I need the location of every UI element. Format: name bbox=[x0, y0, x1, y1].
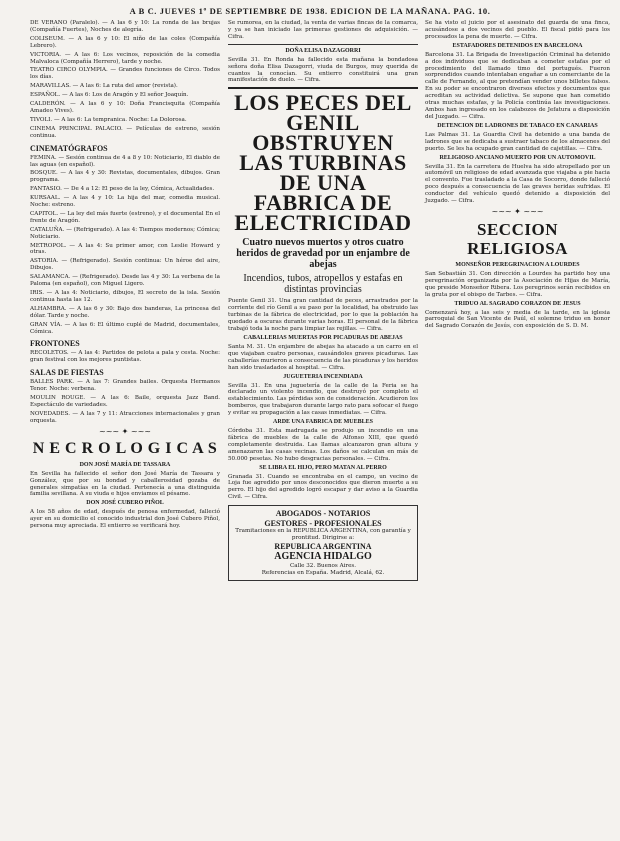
ornament-divider: ~~~ ✦ ~~~ bbox=[98, 426, 151, 436]
article-heading: DON JOSÉ MARÍA DE TASSARA bbox=[79, 461, 171, 468]
listing: COLISEUM. — A las 6 y 10: El niño de las coles (Compañía Lebrero). bbox=[30, 35, 220, 49]
listing: CAPITOL. — La ley del más fuerte (estreno), y el documental En el frente de Aragón. bbox=[30, 210, 220, 224]
listing: BALLES PARK. — A las 7: Grandes bailes. Orquesta Hermanos Tenor. Noche: verbena. bbox=[30, 379, 220, 393]
ad-heading: GESTORES - PROFESIONALES bbox=[264, 518, 382, 528]
listing: FANTASIO. — De 4 a 12: El peso de la ley, Cómica, Actualidades. bbox=[30, 186, 215, 193]
article-body: Sevilla 31. En una juguetería de la calle de la Feria se ha declarado un violento incendio, que destruyó por completo el establecimiento. Las pérdidas son de consideración. Acudieron los bomberos, que trabajaron durante largo rato para sofocar el fuego y evitar su propagación a las casas inmediatas. — Cifra. bbox=[228, 382, 418, 417]
ad-text: Referencias en España. Madrid, Alcalá, 62. bbox=[261, 570, 385, 577]
article-body: Comenzará hoy, a las seis y media de la tarde, en la iglesia parroquial de San Vicente de Paúl, el solemne triduo en honor del Sagrado Corazón de Jesús, con exposición de S. D. M. bbox=[425, 309, 610, 330]
article-body: Las Palmas 31. La Guardia Civil ha detenido a una banda de ladrones que se dedicaba a sustraer tabaco de los almacenes del puerto. Se les ha ocupado gran cantidad de cajetillas. — Cifra. bbox=[425, 131, 610, 152]
divider bbox=[228, 44, 418, 45]
article-body: Granada 31. Cuando se encontraba en el campo, un vecino de Loja fue agredido por unos desconocidos que dieron muerte a su perro. El hijo del agredido logró escapar y dar aviso a la Guardia Civil. — Cifra. bbox=[228, 473, 418, 501]
listing: TIVOLI. — A las 6: La tempranica. Noche: La Dolorosa. bbox=[30, 116, 187, 123]
listing: GRAN VÍA. — A las 6: El último cuplé de Madrid, documentales, Cómica. bbox=[30, 321, 220, 335]
listing: KURSAAL. — A las 4 y 10: La hija del mar, comedia musical. Noche: estreno. bbox=[30, 195, 220, 209]
article-heading: JUGUETERIA INCENDIADA bbox=[283, 373, 363, 380]
listing: CATALUÑA. — (Refrigerado). A las 4: Tiempos modernos; Cómica; Noticiario. bbox=[30, 226, 220, 240]
page-header: A B C. JUEVES 1º DE SEPTIEMBRE DE 1938. EDICION DE LA MAÑANA. PAG. 10. bbox=[129, 6, 491, 16]
listing: ESPAÑOL. — A las 6: Los de Aragón y El señor Joaquín. bbox=[30, 92, 189, 99]
listing: TEATRO CIRCO OLYMPIA. — Grandes funciones de Circo. Todos los días. bbox=[30, 67, 220, 81]
listing: CALDERÓN. — A las 6 y 10: Doña Francisquita (Compañía Amadeo Vives). bbox=[30, 101, 220, 114]
divider bbox=[228, 87, 418, 89]
listing: FEMINA. — Sesión continua de 4 a 8 y 10: Noticiario, El diablo de las aguas (en español). bbox=[30, 154, 220, 168]
listing: IRIS. — A las 4: Noticiario, dibujos, El secreto de la isla. Sesión continua hasta las 12. bbox=[30, 290, 220, 303]
article-heading: TRIDUO AL SAGRADO CORAZON DE JESUS bbox=[454, 300, 581, 307]
article-heading: DOÑA ELISA DAZAGORRI bbox=[285, 47, 361, 54]
article-body: San Sebastián 31. Con dirección a Lourdes ha partido hoy una peregrinación organizada por la Asociación de Hijas de María, que preside Monseñor Ribera. Los peregrinos serán recibidos en la gruta por el obispo de Tarbes. — Cifra. bbox=[425, 270, 610, 298]
article-heading: DON JOSÉ CUBERO PIÑOL bbox=[86, 500, 164, 507]
main-headline: LOS PECES DEL GENIL OBSTRUYEN LAS TURBINAS DE UNA FABRICA DE ELECTRICIDAD bbox=[234, 90, 412, 236]
listing: CINEMA PRINCIPAL PALACIO. — Películas de estreno, sesión continua. bbox=[30, 125, 220, 139]
ornament-divider: ~~~ ✦ ~~~ bbox=[491, 206, 544, 216]
ad-agency-name: AGENCIA HIDALGO bbox=[274, 551, 372, 563]
article-body: Puente Genil 31. Una gran cantidad de peces, arrastrados por la corriente del río Genil a su paso por la localidad, ha obstruido las turbinas de la fábrica de electricidad, por lo que la población ha quedado a oscuras durante varias horas. El personal de la fábrica trabajó toda la noche para limpiar las rejillas. — Cifra. bbox=[228, 298, 418, 332]
headline-deck: Incendios, tubos, atropellos y estafas en distintas provincias bbox=[243, 273, 403, 296]
column-center bbox=[228, 20, 418, 585]
listing: RECOLETOS. — A las 4: Partidos de pelota a pala y cesta. Noche: gran festival con los mejores puntistas. bbox=[30, 350, 220, 364]
article-body: Santa M. 31. Un enjambre de abejas ha atacado a un carro en el que viajaban cuatro personas, causándoles graves picaduras. Las caballerías murieron a consecuencia de las picaduras y los heridos han sido trasladados al hospital. — Cifra. bbox=[228, 343, 418, 371]
article-body: Se rumorea, en la ciudad, la venta de varias fincas de la comarca, y ya se han iniciado las primeras gestiones de adquisición. — Cifra. bbox=[228, 20, 418, 40]
article-body: Sevilla 31. En Ronda ha fallecido esta mañana la bondadosa señora doña Elisa Dazagorri, viuda de Burgos, muy querida de cuantos la conocían. Su entierro constituirá una gran manifestación de duelo. — Cifra. bbox=[228, 56, 418, 84]
column-right bbox=[425, 20, 610, 332]
section-heading: CINEMATÓGRAFOS bbox=[30, 143, 108, 153]
listing: BOSQUE. — A las 4 y 30: Revistas, documentales, dibujos. Gran programa. bbox=[30, 170, 220, 184]
article-body: En Sevilla ha fallecido el señor don José María de Tassara y González, que por su bondad y caballerosidad gozaba de generales simpatías en la ciudad. Pertenecía a una distinguida familia sevillana. A su viuda e hijos enviamos el pésame. bbox=[30, 470, 220, 498]
listing: DE VERANO (Paralelo). — A las 6 y 10: La ronda de las brujas (Compañía Fuertes), Noches de alegría. bbox=[30, 20, 220, 33]
listing: MARAVILLAS. — A las 6: La ruta del amor (revista). bbox=[30, 83, 178, 90]
article-heading: ESTAFADORES DETENIDOS EN BARCELONA bbox=[452, 42, 583, 49]
ad-text: Calle 32. Buenos Aires. bbox=[289, 563, 357, 570]
section-heading: SALAS DE FIESTAS bbox=[30, 368, 104, 378]
article-body: Se ha visto el juicio por el asesinato del guarda de una finca, acusándose a dos vecinos del pueblo. El fiscal pidió para los procesados la pena de muerte. — Cifra. bbox=[425, 20, 610, 40]
listing: ALHAMBRA. — A las 6 y 30: Bajo dos banderas, La princesa del dólar. Tarde y noche. bbox=[30, 305, 220, 319]
article-heading: RELIGIOSO ANCIANO MUERTO POR UN AUTOMOVIL bbox=[439, 154, 596, 161]
article-heading: ARDE UNA FABRICA DE MUEBLES bbox=[273, 419, 373, 426]
article-body: Córdoba 31. Esta madrugada se produjo un incendio en una fábrica de muebles de la calle de Alfonso XIII, que quedó completamente destruida. Las llamas alcanzaron gran altura y amenazaron las casas vecinas. Los daños se calculan en más de 50.000 pesetas. No hubo desgracias personales. — Cifra. bbox=[228, 428, 418, 462]
article-heading: MONSEÑOR PEREGRINACION A LOURDES bbox=[455, 261, 580, 268]
listing: NOVEDADES. — A las 7 y 11: Atracciones internacionales y gran orquesta. bbox=[30, 410, 220, 424]
listing: VICTORIA. — A las 6: Los vecinos, reposición de la comedia Malvaloca (Compañía Herrero), tarde y noche. bbox=[30, 51, 220, 65]
article-body: A los 58 años de edad, después de penosa enfermedad, falleció ayer en su domicilio el conocido industrial don José Cubero Piñol, persona muy apreciada. El entierro se verificará hoy. bbox=[30, 509, 220, 530]
article-heading: DETENCION DE LADRONES DE TABACO EN CANARIAS bbox=[437, 122, 598, 129]
ad-heading: ABOGADOS - NOTARIOS bbox=[275, 509, 371, 519]
section-heading: FRONTONES bbox=[30, 339, 80, 349]
article-heading: CABALLERIAS MUERTAS POR PICADURAS DE ABEJAS bbox=[243, 334, 403, 341]
ad-heading: REPUBLICA ARGENTINA bbox=[274, 541, 372, 551]
necrologicas-title: N E C R O L O G I C A S bbox=[32, 439, 218, 457]
headline-deck: Cuatro nuevos muertos y otros cuatro heridos de gravedad por un enjambre de abejas bbox=[236, 237, 410, 271]
article-body: Sevilla 31. En la carretera de Huelva ha sido atropellado por un automóvil un religioso de edad avanzada que viajaba a pie hacia el convento. Fue trasladado a la Casa de Socorro, donde falleció poco después a consecuencia de las graves heridas sufridas. El conductor del vehículo quedó detenido a disposición del Juzgado. — Cifra. bbox=[425, 163, 610, 205]
advertisement-box bbox=[228, 505, 418, 581]
listing: SALAMANCA. — (Refrigerado). Desde las 4 y 30: La verbena de la Paloma (en español), con Miguel Ligero. bbox=[30, 274, 220, 288]
article-body: Barcelona 31. La Brigada de Investigación Criminal ha detenido a dos individuos que se dedicaban a cometer estafas por el procedimiento del llamado timo del portugués. Fueron sorprendidos cuando intentaban engañar a un comerciante de la calle de Fernando, al que pretendían vender unos billetes falsos. En su poder se encontraron diversos efectos y documentos que acreditan su actividad delictiva. Se supone que han cometido otras muchas estafas, y la Policía continúa las investigaciones. Ambos han ingresado en los calabozos de Jefatura a disposición del Juzgado. — Cifra. bbox=[425, 51, 610, 120]
ad-text: Tramitaciones en la REPUBLICA ARGENTINA, con garantía y prontitud. Dirigirse a: bbox=[235, 528, 411, 541]
column-left bbox=[30, 20, 220, 532]
listing: MOULIN ROUGE. — A las 6: Baile, orquesta Jazz Band. Espectáculo de variedades. bbox=[30, 395, 220, 408]
listing: ASTORIA. — (Refrigerado). Sesión continua: Un héroe del aire, Dibujos. bbox=[30, 258, 220, 272]
seccion-religiosa-title: SECCION RELIGIOSA bbox=[467, 219, 568, 258]
article-heading: SE LIBRA EL HIJO, PERO MATAN AL PERRO bbox=[259, 464, 387, 471]
listing: METROPOL. — A las 4: Su primer amor, con Leslie Howard y otras. bbox=[30, 242, 220, 256]
